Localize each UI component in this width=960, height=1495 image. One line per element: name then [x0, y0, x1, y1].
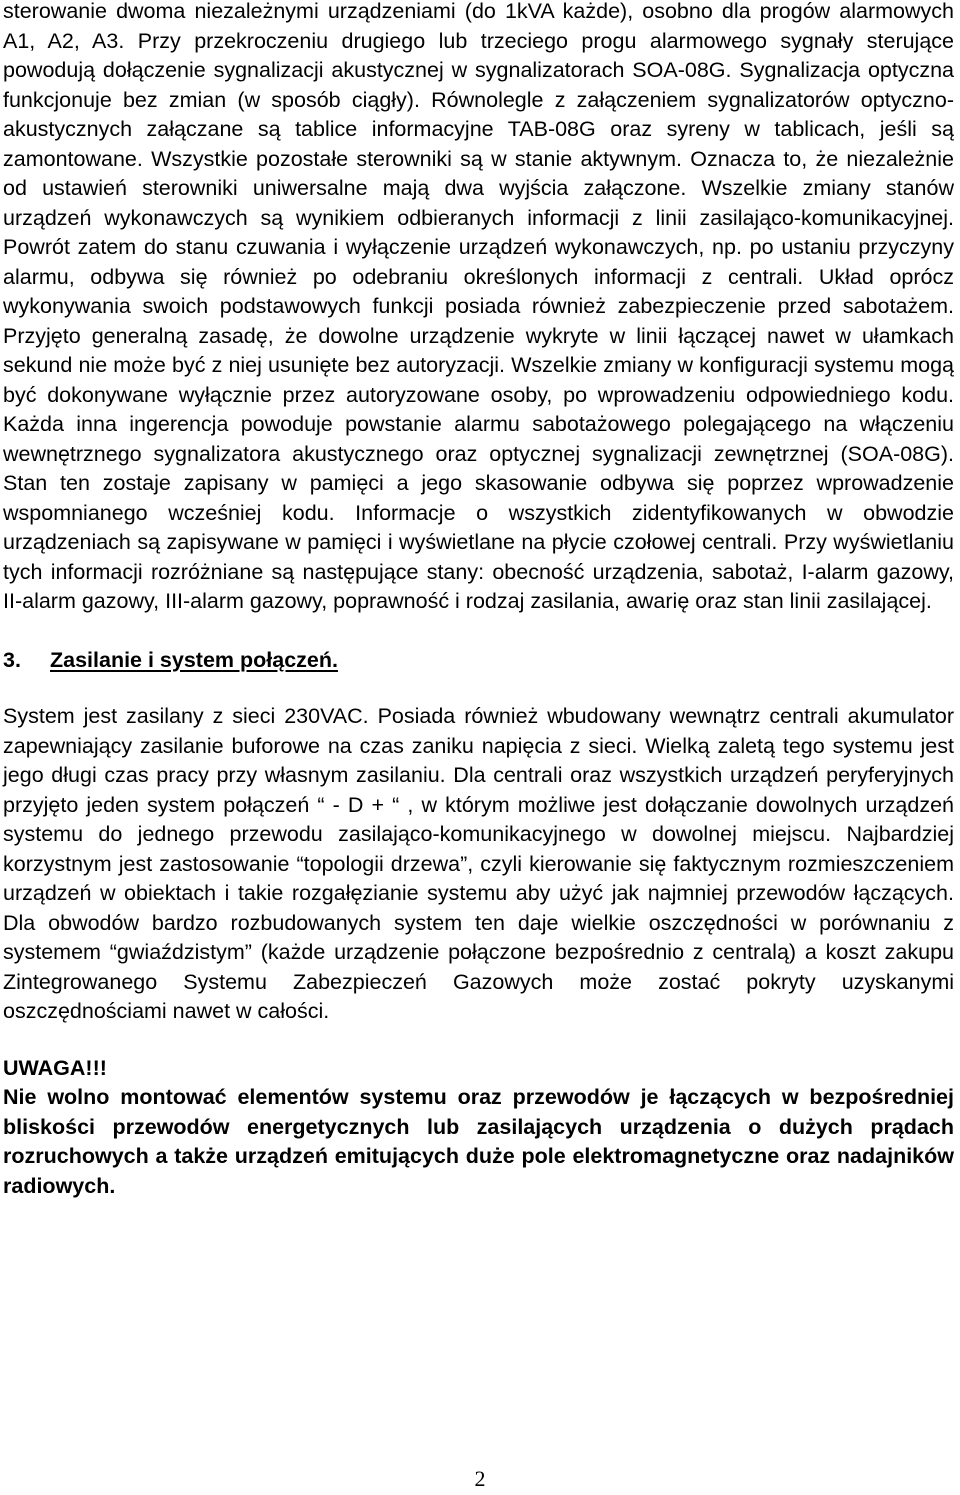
- body-paragraph: sterowanie dwoma niezależnymi urządzeniami (do 1kVA każde), osobno dla progów alarmowych A1, A2, A3. Przy przekroczeniu drugiego lub trzeciego progu alarmowego sygnały sterujące powodują dołączenie sygnalizacji akustycznej w sygnalizatorach SOA-08G. Sygnalizacja optyczna funkcjonuje bez zmian (w sposób ciągły). Równolegle z załączeniem sygnalizatorów optyczno-akustycznych załączane są tablice informacyjne TAB-08G oraz syreny w tablicach, jeśli są zamontowane. Wszystkie pozostałe sterowniki są w stanie aktywnym. Oznacza to, że niezależnie od ustawień sterowniki uniwersalne mają dwa wyjścia załączone. Wszelkie zmiany stanów urządzeń wykonawczych są wynikiem odbieranych informacji z linii zasilająco-komunikacyjnej. Powrót zatem do stanu czuwania i wyłączenie urządzeń wykonawczych, np. po ustaniu przyczyny alarmu, odbywa się również po odebraniu określonych informacji z centrali. Układ oprócz wykonywania swoich podstawowych funkcji posiada również zabezpieczenie przed sabotażem. Przyjęto generalną zasadę, że dowolne urządzenie wykryte w linii łączącej nawet w ułamkach sekund nie może być z niej usunięte bez autoryzacji. Wszelkie zmiany w konfiguracji systemu mogą być dokonywane wyłącznie przez autoryzowane osoby, po wprowadzeniu odpowiedniego kodu. Każda inna ingerencja powoduje powstanie alarmu sabotażowego polegającego na włączeniu wewnętrznego sygnalizatora akustycznego oraz optycznej sygnalizacji zewnętrznej (SOA-08G). Stan ten zostaje zapisany w pamięci a jego skasowanie odbywa się poprzez wprowadzenie wspomnianego wcześniej kodu. Informacje o wszystkich zidentyfikowanych w obwodzie urządzeniach są zapisywane w pamięci i wyświetlane na płycie czołowej centrali. Przy wyświetlaniu tych informacji rozróżniane są następujące stany: obecność urządzenia, sabotaż, I-alarm gazowy, II-alarm gazowy, III-alarm gazowy, poprawność i rodzaj zasilania, awarię oraz stan linii zasilającej.: [3, 0, 954, 613]
- warning-text: Nie wolno montować elementów systemu oraz przewodów je łączących w bezpośredniej bliskości przewodów energetycznych lub zasilających urządzenia o dużych prądach rozruchowych a także urządzeń emitujących duże pole elektromagnetyczne oraz nadajników radiowych.: [3, 1085, 954, 1198]
- spacer: [3, 675, 954, 702]
- section-title: Zasilanie i system połączeń.: [50, 647, 338, 672]
- page-number: 2: [474, 1466, 486, 1491]
- body-paragraph: System jest zasilany z sieci 230VAC. Posiada również wbudowany wewnątrz centrali akumulator zapewniający zasilanie buforowe na czas zaniku napięcia z sieci. Wielką zaletą tego systemu jest jego długi czas pracy przy własnym zasilaniu. Dla centrali oraz wszystkich urządzeń peryferyjnych przyjęto jeden system połączeń “ - D + “ , w którym możliwe jest dołączanie dowolnych urządzeń systemu do jednego przewodu zasilająco-komunikacyjnego w dowolnej miejscu. Najbardziej korzystnym jest zastosowanie “topologii drzewa”, czyli kierowanie się faktycznym rozmieszczeniem urządzeń w obiektach i takie rozgałęzianie systemu aby użyć jak najmniej przewodów łączących. Dla obwodów bardzo rozbudowanych system ten daje wielkie oszczędności w porównaniu z systemem “gwiaździstym” (każde urządzenie połączone bezpośrednio z centralą) a koszt zakupu Zintegrowanego Systemu Zabezpieczeń Gazowych może zostać pokryty uzyskanymi oszczędnościami nawet w całości.: [3, 704, 954, 1023]
- section-number: 3.: [3, 647, 21, 672]
- section-heading: [3, 646, 954, 676]
- warning-title: UWAGA!!!: [3, 1055, 107, 1080]
- spacer: [3, 617, 954, 646]
- document-page: [3, 0, 954, 1201]
- spacer: [3, 1027, 954, 1054]
